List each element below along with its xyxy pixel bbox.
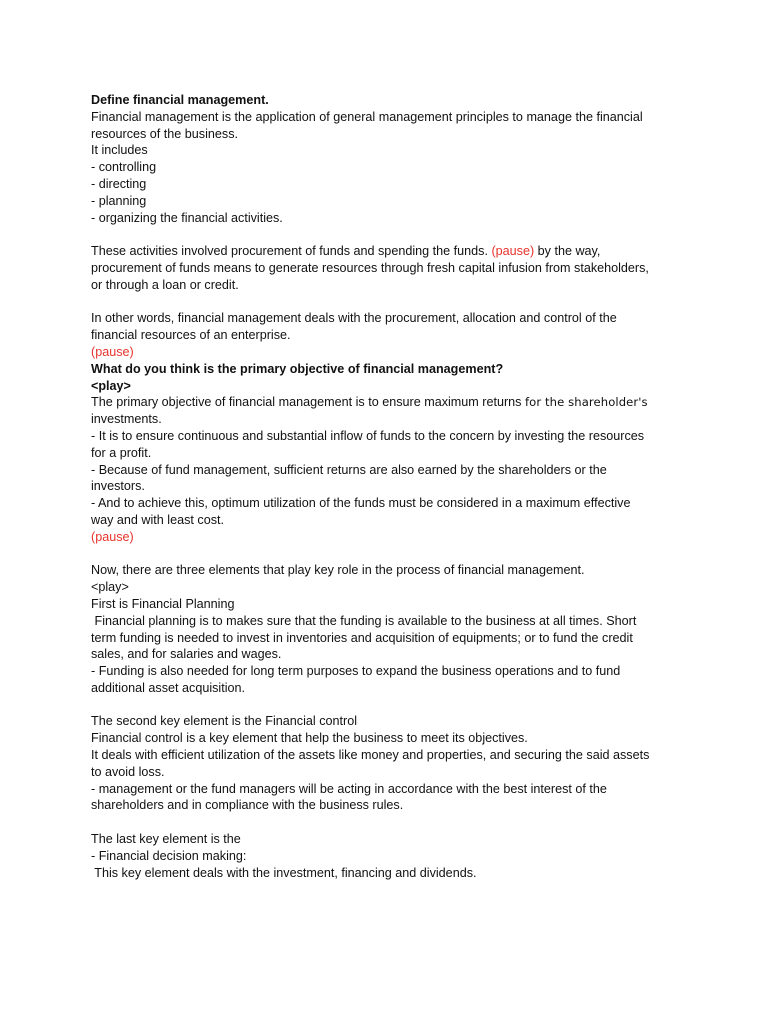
list-item: - organizing the financial activities.	[91, 210, 283, 225]
paragraph-line: sales, and for salaries and wages.	[91, 647, 282, 662]
paragraph-line: to avoid loss.	[91, 764, 165, 779]
list-item: - It is to ensure continuous and substantial inflow of funds to the concern by investing the resources	[91, 428, 645, 443]
paragraph-line: for a profit.	[91, 445, 152, 460]
subheading-financial-planning: First is Financial Planning	[91, 596, 235, 611]
paragraph-line: Financial management is the application of general management principles to manage the financial	[91, 109, 643, 124]
question-heading: What do you think is the primary objective of financial management?	[91, 361, 504, 376]
paragraph-line: or through a loan or credit.	[91, 277, 239, 292]
section-heading-define: Define financial management.	[91, 93, 269, 107]
list-item: - Financial decision making:	[91, 848, 247, 863]
text-run: The primary objective of financial management is to ensure maximum returns	[91, 395, 525, 410]
spacer	[91, 226, 691, 243]
spacer	[91, 814, 691, 831]
paragraph-line: Financial control is a key element that help the business to meet its objectives.	[91, 731, 528, 746]
play-marker: <play>	[91, 378, 131, 393]
paragraph-line: It includes	[91, 143, 148, 158]
paragraph-line: investments.	[91, 412, 162, 427]
pause-marker: (pause)	[91, 344, 134, 359]
paragraph-line: This key element deals with the investment, financing and dividends.	[91, 865, 477, 880]
paragraph-line: Financial planning is to makes sure that the funding is available to the business at all times. Short	[91, 613, 637, 628]
paragraph-line: term funding is needed to invest in inventories and acquisition of equipments; or to fund the credit	[91, 630, 633, 645]
list-item: - controlling	[91, 160, 157, 175]
text-run: These activities involved procurement of funds and spending the funds.	[91, 244, 492, 259]
paragraph-line	[91, 394, 691, 411]
list-item: - Because of fund management, sufficient returns are also earned by the shareholders or the	[91, 462, 607, 477]
paragraph-line: procurement of funds means to generate resources through fresh capital infusion from stakeholders,	[91, 260, 649, 275]
list-item: - management or the fund managers will be acting in accordance with the best interest of the	[91, 781, 607, 796]
subheading-last-element: The last key element is the	[91, 832, 241, 847]
list-item: - planning	[91, 193, 147, 208]
pause-marker: (pause)	[91, 529, 134, 544]
paragraph-line: investors.	[91, 479, 145, 494]
play-marker: <play>	[91, 580, 129, 595]
paragraph-line: resources of the business.	[91, 126, 239, 141]
text-run: for the shareholder's	[524, 395, 648, 410]
paragraph-line: Now, there are three elements that play key role in the process of financial management.	[91, 563, 585, 578]
paragraph-line: additional asset acquisition.	[91, 680, 246, 695]
paragraph-line: financial resources of an enterprise.	[91, 328, 291, 343]
paragraph-line: In other words, financial management deals with the procurement, allocation and control of the	[91, 311, 617, 326]
spacer	[91, 294, 691, 311]
pause-marker: (pause)	[491, 244, 535, 259]
paragraph-line: way and with least cost.	[91, 512, 224, 527]
text-run: by the way,	[534, 244, 601, 259]
list-item: - directing	[91, 176, 147, 191]
spacer	[91, 697, 691, 714]
paragraph-line	[91, 243, 691, 260]
spacer	[91, 546, 691, 563]
list-item: - And to achieve this, optimum utilization of the funds must be considered in a maximum effective	[91, 496, 631, 511]
subheading-financial-control: The second key element is the Financial control	[91, 714, 358, 729]
paragraph-line: shareholders and in compliance with the business rules.	[91, 798, 404, 813]
list-item: - Funding is also needed for long term purposes to expand the business operations and to fund	[91, 664, 621, 679]
document-body	[91, 92, 691, 881]
paragraph-line: It deals with efficient utilization of the assets like money and properties, and securing the said assets	[91, 748, 650, 763]
